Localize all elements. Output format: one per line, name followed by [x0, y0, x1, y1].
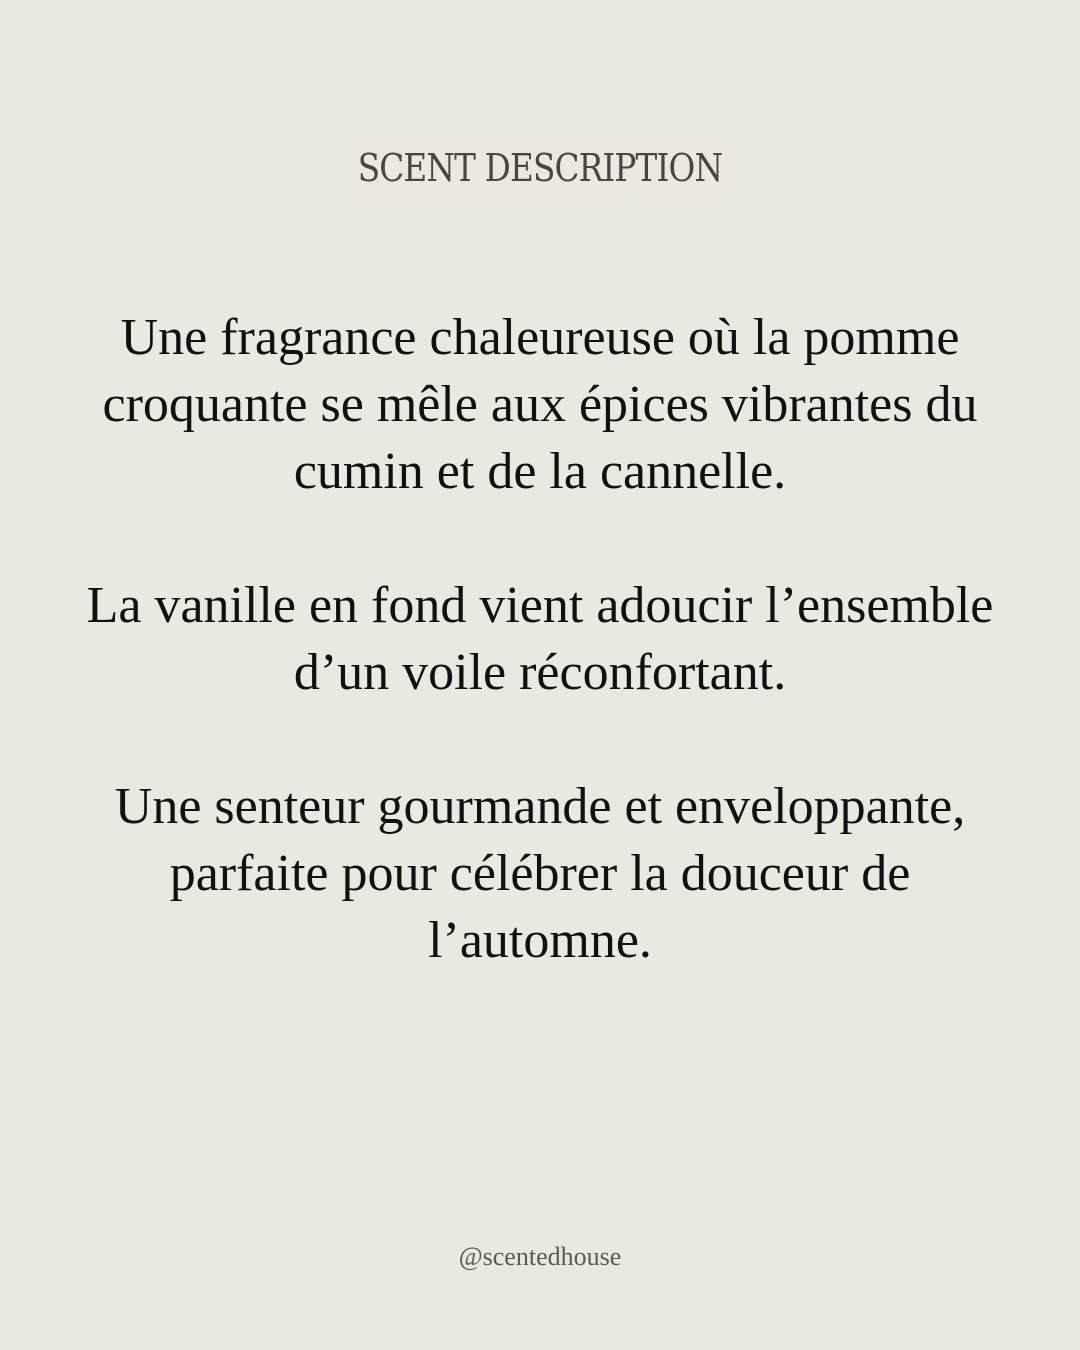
description-paragraph-3: Une senteur gourmande et enveloppante, parfaite pour célébrer la douceur de l’automne. — [114, 778, 966, 969]
description-paragraph-1: Une fragrance chaleureuse où la pomme croquante se mêle aux épices vibrantes du cumin et de la cannelle. — [102, 309, 978, 500]
description-paragraph-2: La vanille en fond vient adoucir l’ensemble d’un voile réconfortant. — [86, 577, 994, 701]
scent-description — [60, 304, 1020, 974]
page-title: SCENT DESCRIPTION — [357, 146, 723, 190]
social-handle: @scentedhouse — [458, 1242, 622, 1271]
